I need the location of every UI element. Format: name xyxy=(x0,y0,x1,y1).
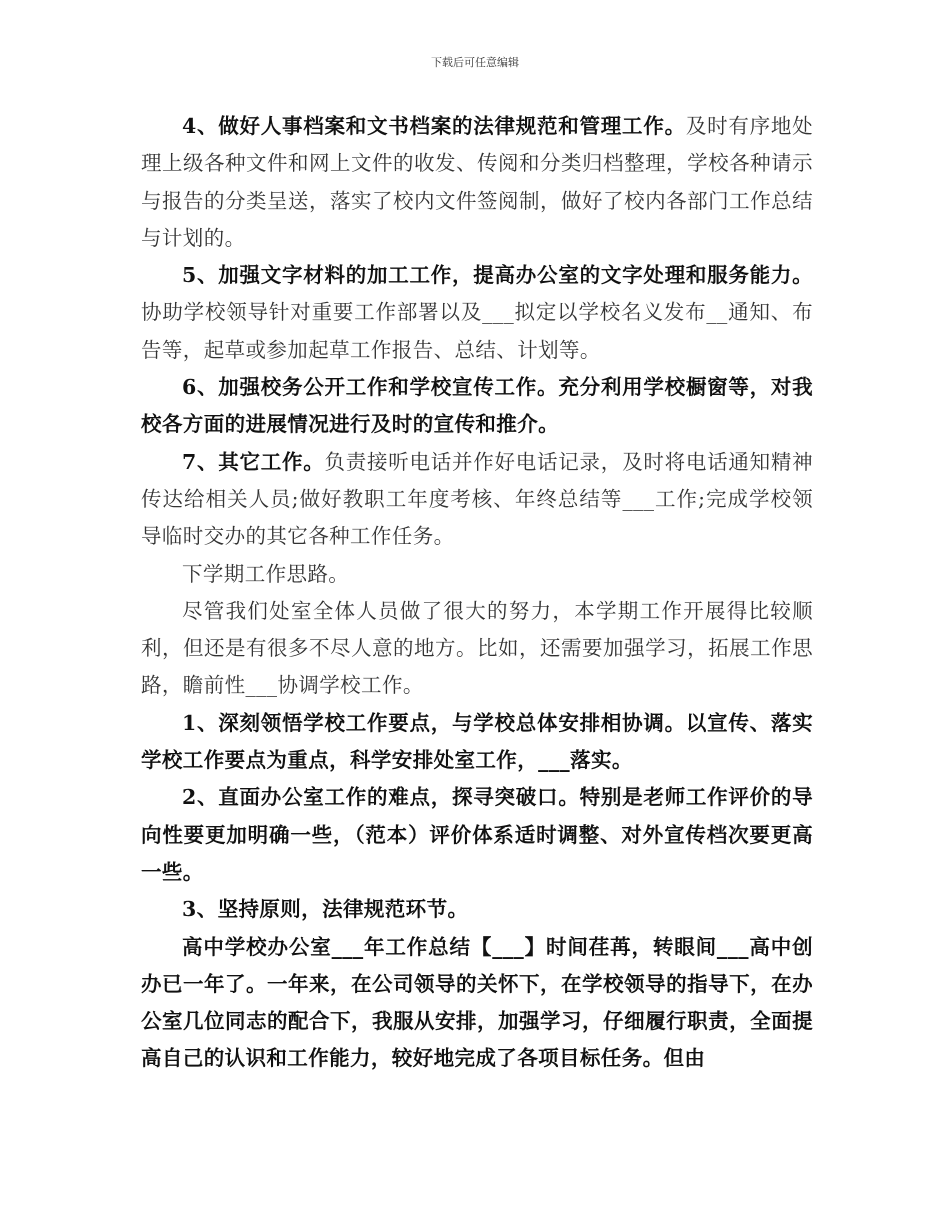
paragraph-2-text: 协助学校领导针对重要工作部署以及___拟定以学校名义发布__通知、布告等，起草或参加起草工作报告、总结、计划等。 xyxy=(141,300,813,362)
paragraph-7-bold: 1、深刻领悟学校工作要点，与学校总体安排相协调。以宣传、落实学校工作要点为重点，科学安排处室工作，___落实。 xyxy=(141,710,813,773)
paragraph-5-text: 下学期工作思路。 xyxy=(182,561,350,586)
paragraph-9 xyxy=(141,891,813,928)
paragraph-3-bold: 6、加强校务公开工作和学校宣传工作。充分利用学校橱窗等，对我校各方面的进展情况进行及时的宣传和推介。 xyxy=(141,375,813,437)
paragraph-6-text: 尽管我们处室全体人员做了很大的努力，本学期工作开展得比较顺利，但还是有很多不尽人意的地方。比如，还需要加强学习，拓展工作思路，瞻前性___协调学校工作。 xyxy=(141,598,813,698)
paragraph-9-bold: 3、坚持原则，法律规范环节。 xyxy=(182,897,469,922)
paragraph-2-bold: 5、加强文字材料的加工工作，提高办公室的文字处理和服务能力。 xyxy=(182,263,813,288)
paragraph-5 xyxy=(141,556,813,593)
paragraph-1 xyxy=(141,108,813,257)
paragraph-3 xyxy=(141,369,813,444)
document-body xyxy=(141,108,813,1078)
paragraph-8 xyxy=(141,779,813,891)
paragraph-2 xyxy=(141,257,813,369)
paragraph-10 xyxy=(141,929,813,1078)
paragraph-4-text: 负责接听电话并作好电话记录，及时将电话通知精神传达给相关人员;做好教职工年度考核、年终总结等___工作;完成学校领导临时交办的其它各种工作任务。 xyxy=(141,449,813,549)
page-header: 下载后可任意编辑 xyxy=(431,56,519,69)
paragraph-6 xyxy=(141,593,813,705)
paragraph-1-text: 及时有序地处理上级各种文件和网上文件的收发、传阅和分类归档整理，学校各种请示与报告的分类呈送，落实了校内文件签阅制，做好了校内各部门工作总结与计划的。 xyxy=(141,114,813,250)
paragraph-1-bold: 4、做好人事档案和文书档案的法律规范和管理工作。 xyxy=(182,114,686,138)
paragraph-4 xyxy=(141,444,813,556)
paragraph-10-bold: 高中学校办公室___年工作总结【___】时间荏苒，转眼间___高中创办已一年了。一年来，在公司领导的关怀下，在学校领导的指导下，在办公室几位同志的配合下，我服从安排，加强学习，仔细履行职责，全面提高自己的认识和工作能力，较好地完成了各项目标任务。但由 xyxy=(141,934,813,1071)
paragraph-7 xyxy=(141,705,813,780)
paragraph-8-bold: 2、直面办公室工作的难点，探寻突破口。特别是老师工作评价的导向性要更加明确一些，（范本）评价体系适时调整、对外宣传档次要更高一些。 xyxy=(141,785,813,884)
paragraph-4-bold: 7、其它工作。 xyxy=(182,449,325,474)
